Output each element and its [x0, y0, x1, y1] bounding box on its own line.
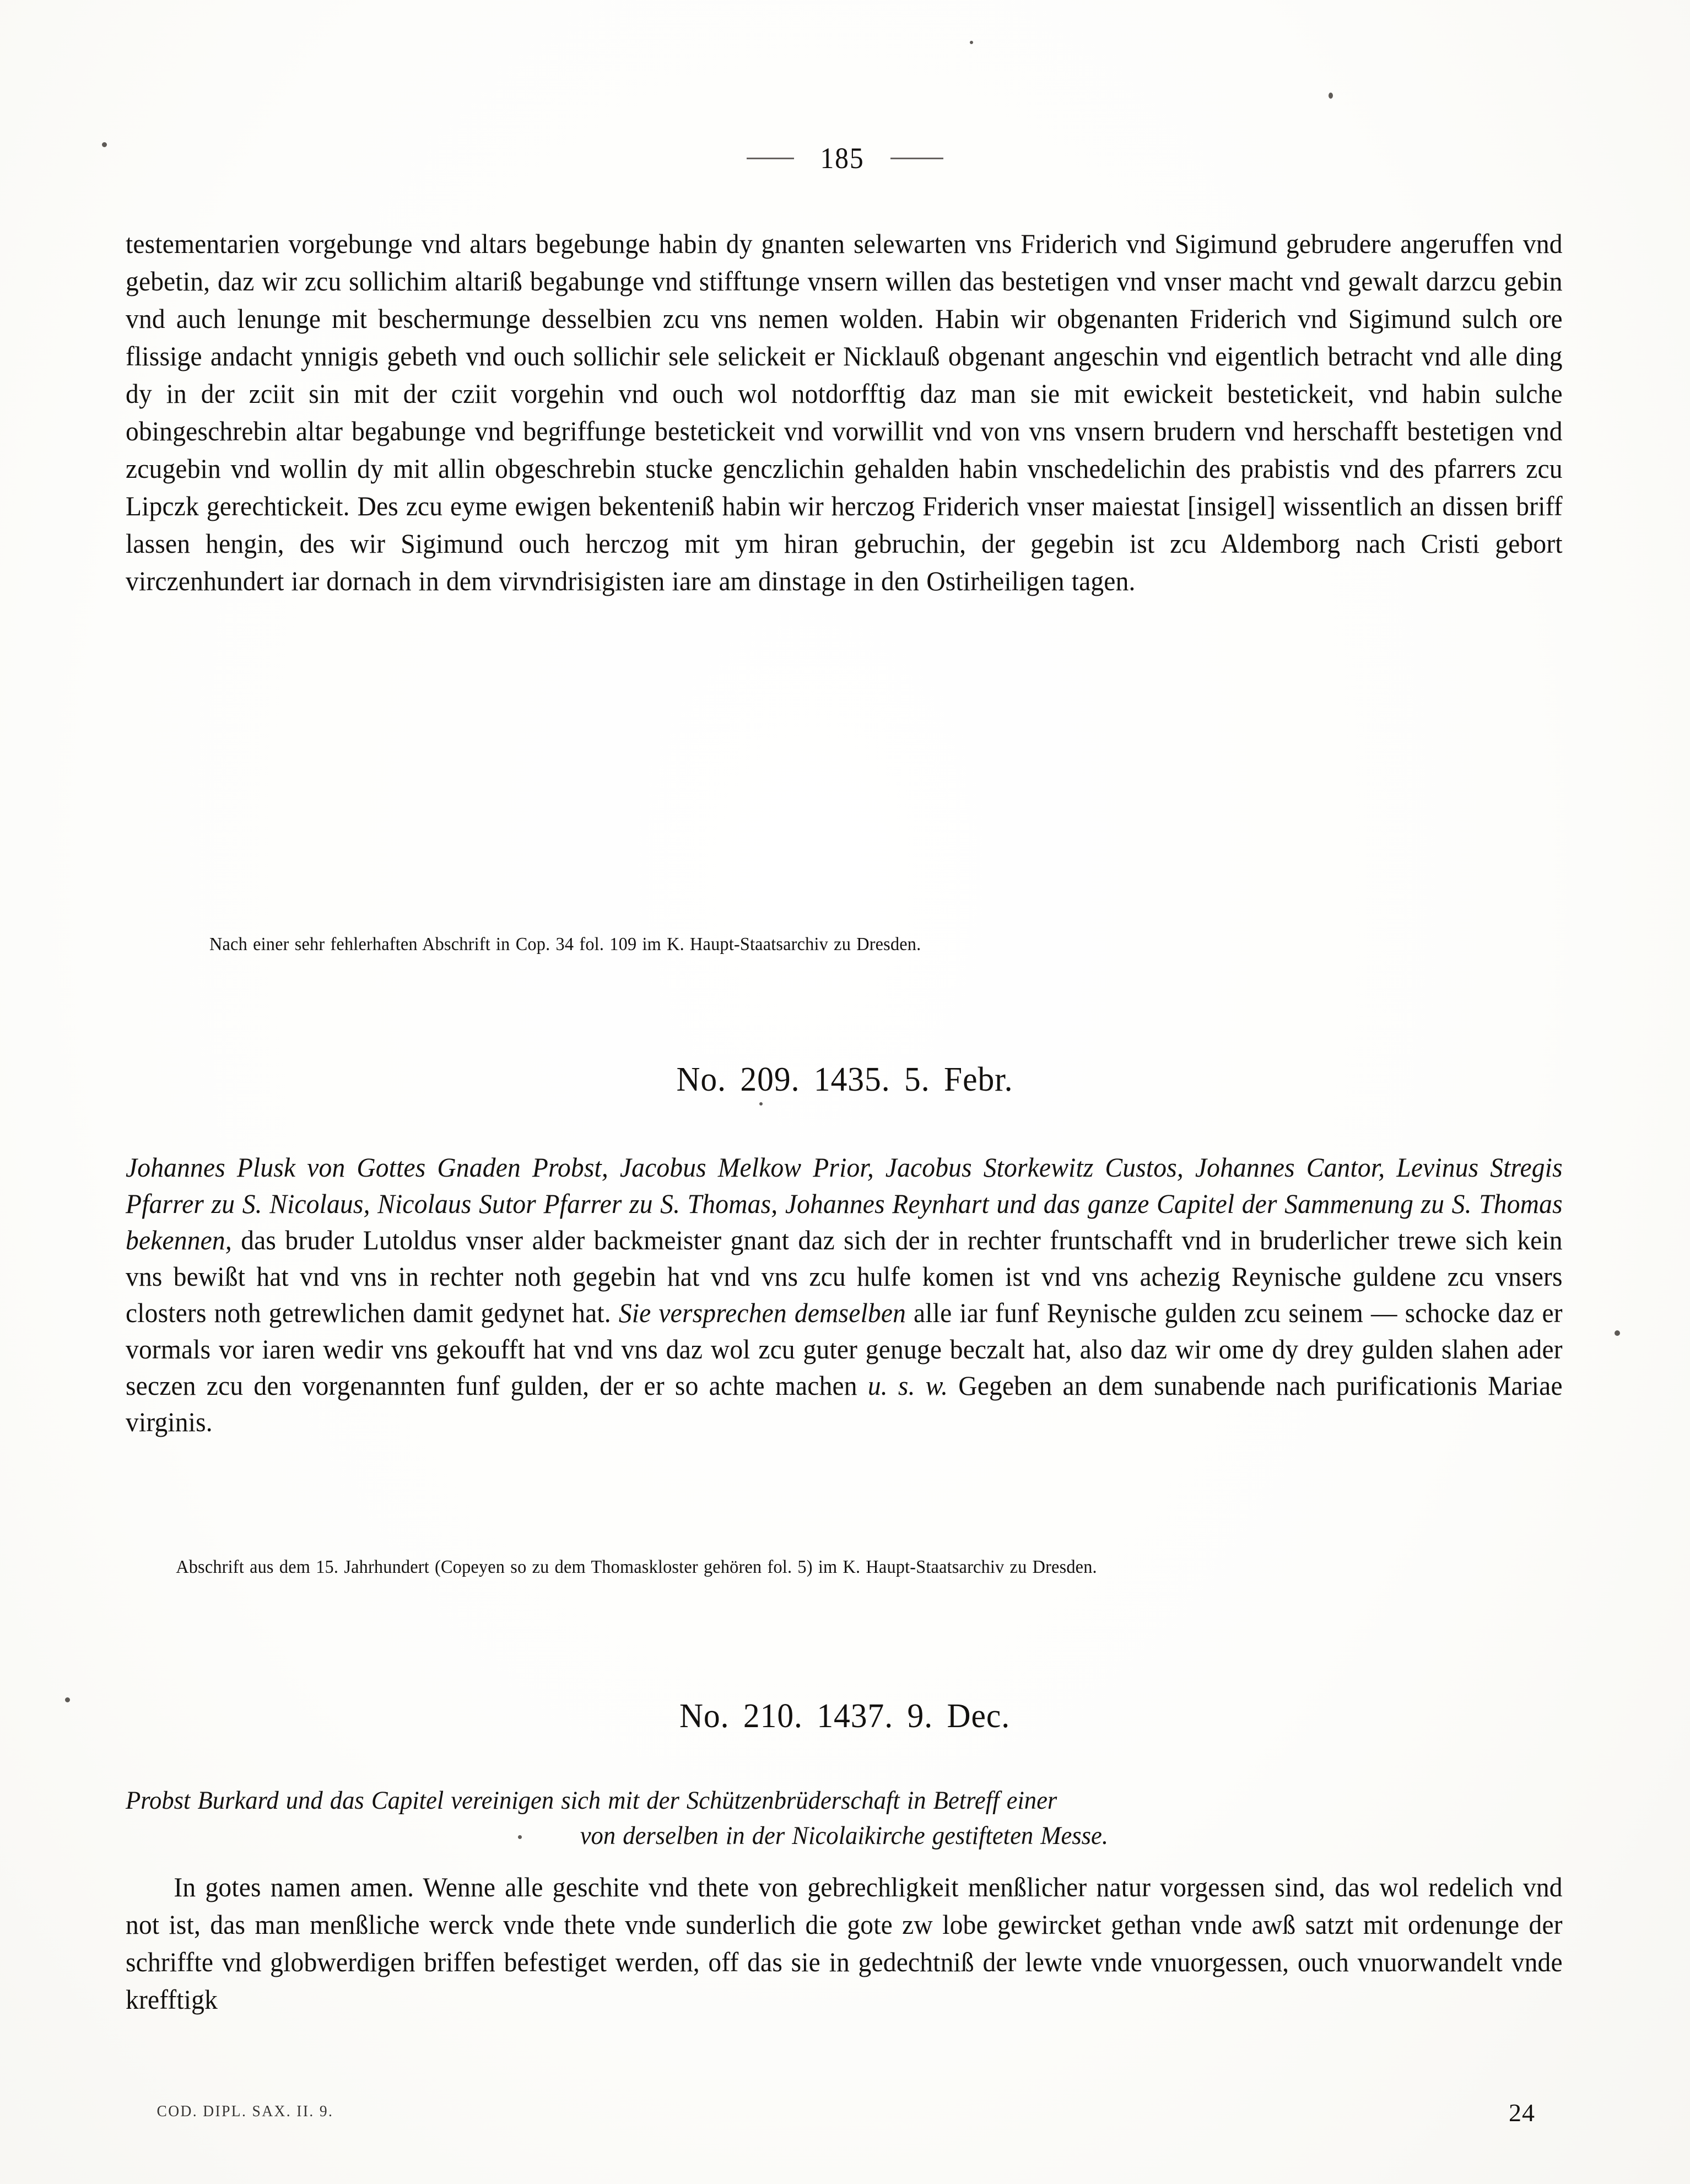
document-208-continued [126, 225, 1638, 600]
page-footer [126, 2099, 1564, 2136]
signature-mark: 24 [1509, 2099, 1535, 2127]
body-tail-209: alle iar funf Reynische gulden zcu seinem — schocke daz er vormals vor iaren wedir vns gekoufft hat vnd vns daz wol zcu guter genuge beczalt hat, also daz wir ome dy drey gulden slahen ader seczen zcu den vorgenannten funf gulden, der er so achte machen [126, 1297, 1563, 1401]
document-210-heading: No. 210. 1437. 9. Dec. [679, 1697, 1011, 1735]
abbreviation-209: u. s. w. [867, 1370, 948, 1401]
source-note-209 [126, 1554, 1638, 1581]
document-209-text [126, 1149, 1563, 1440]
scan-speck [65, 1697, 70, 1702]
source-note-text: Nach einer sehr fehlerhaften Abschrift in Cop. 34 fol. 109 im K. Haupt-Staatsarchiv zu Dresden. [209, 934, 921, 955]
running-head [126, 139, 1564, 177]
volume-imprint: COD. DIPL. SAX. II. 9. [156, 2102, 334, 2120]
body-paragraph [126, 1868, 1563, 2018]
body-after-regest-209: das bruder Lutoldus vnser alder backmeister gnant daz sich der in rechter fruntschafft vnd in bruderlicher trewe sich kein vns bewißt hat vnd vns in rechter noth gegebin hat vnd vns zcu hulfe komen ist vnd vns achezig Reynische guldene zcu vnsers closters noth getrewlichen damit gedynet hat. [126, 1225, 1563, 1328]
document-210-text: In gotes namen amen. Wenne alle geschite vnd thete von gebrechligkeit menßlicher natur vorgessen sind, das wol redelich vnd not ist, das man menßliche werck vnde thete vnde sunderlich die gote zw lobe gewircket gethan vnde awß satzt mit ordenunge der schriffte vnd globwerdigen briffen befestiget werden, off das sie in gedechtniß der lewte vnde vnuorgessen, ouch vnuorwandelt vnde krefftigk [126, 1872, 1563, 2015]
regest-line-1: Probst Burkard und das Capitel vereinigen sich mit der Schützenbrüderschaft in Betreff einer [126, 1786, 1057, 1815]
regest-line-2: von derselben in der Nicolaikirche gestifteten Messe. [580, 1821, 1109, 1850]
document-210 [126, 1868, 1638, 2018]
document-209 [126, 1149, 1638, 1440]
page-content [126, 0, 1564, 2184]
rule-right-decoration [890, 158, 943, 159]
body-close-209: Gegeben an dem sunabende nach purificationis Mariae virginis. [126, 1370, 1563, 1437]
source-note-text: Abschrift aus dem 15. Jahrhundert (Copeyen so zu dem Thomaskloster gehören fol. 5) im K. Haupt-Staatsarchiv zu Dresden. [176, 1557, 1097, 1577]
rule-left-decoration [747, 158, 794, 159]
scan-speck [102, 142, 107, 147]
source-note-208 [126, 931, 1638, 958]
body-paragraph: testementarien vorgebunge vnd altars begebunge habin dy gnanten selewarten vns Friderich vnd Sigimund gebrudere angeruffen vnd gebetin, daz wir zcu sollichim altariß begabunge vnd stifftunge vnsern willen das bestetigen vnd vnser macht vnd gewalt darzcu gebin vnd auch lenunge mit beschermunge desselbien zcu vns nemen wolden. Habin wir obgenanten Friderich vnd Sigimund sulch ore flissige andacht ynnigis gebeth vnd ouch sollichir sele selickeit er Nicklauß obgenant angeschin vnd eigentlich betracht vnd alle ding dy in der zciit sin mit der cziit vorgehin vnd ouch wol notdorfftig daz man sie mit ewickeit bestetickeit, vnd habin sulche obingeschrebin altar begabunge vnd begriffunge bestetickeit vnd vorwillit vnd von vns vnsern brudern vnd herschafft bestetigen vnd zcugebin vnd wollin dy mit allin obgeschrebin stucke genczlichin gehalden habin vnschedelichin des prabistis vnd des pfarrers zcu Lipczk gerechtickeit. Des zcu eyme ewigen bekenteniß habin wir herczog Friderich vnser maiestat [insigel] wissentlich an dissen briff lassen hengin, des wir Sigimund ouch herczog mit ym hiran gebruchin, der gegebin ist zcu Aldemborg nach Cristi gebort virczenhundert iar dornach in dem virvndrisigisten iare am dinstage in den Ostirheiligen tagen. [126, 228, 1563, 596]
regest-lead-209: Johannes Plusk von Gottes Gnaden Probst, Jacobus Melkow Prior, Jacobus Storkewitz Custos, Johannes Cantor, Levinus Stregis Pfarrer zu S. Nicolaus, Nicolaus Sutor Pfarrer zu S. Thomas, Johannes Reynhart und das ganze Capitel der Sammenung zu S. Thomas bekennen, [126, 1152, 1563, 1255]
regest-mid-209: Sie versprechen demselben [618, 1297, 906, 1328]
folio-number: 185 [819, 142, 865, 175]
document-210-regest [126, 1783, 1638, 1853]
document-209-heading: No. 209. 1435. 5. Febr. [676, 1061, 1013, 1098]
